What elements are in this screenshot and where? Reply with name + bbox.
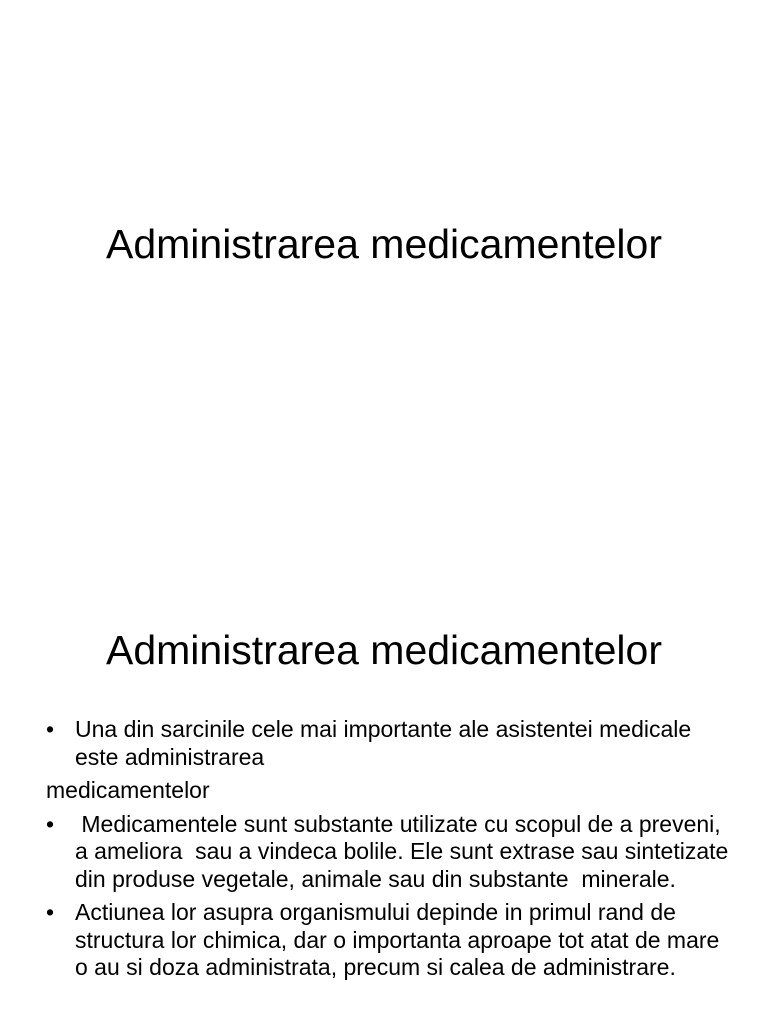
bullet-text: Una din sarcinile cele mai importante ale asistentei medicale este administrarea	[75, 716, 692, 770]
slide-content	[46, 716, 736, 988]
bullet-item	[46, 899, 736, 982]
bullet-icon: •	[46, 899, 55, 925]
bullet-text: Medicamentele sunt substante utilizate cu scopul de a preveni, a ameliora sau a vindeca bolile. Ele sunt extrase sau sintetizate din produse vegetale, animale sau din substante minerale.	[75, 810, 735, 892]
bullet-text: Actiunea lor asupra organismului depinde in primul rand de structura lor chimica, dar o importanta aproape tot atat de mare o au si doza administrata, precum si calea de administrare.	[75, 899, 720, 980]
bullet-item	[46, 811, 736, 894]
bullet-icon: •	[46, 716, 55, 742]
slide-title: Administrarea medicamentelor	[105, 221, 662, 267]
plain-text: medicamentelor	[46, 777, 210, 803]
bullet-item	[46, 716, 736, 771]
slide-title: Administrarea medicamentelor	[105, 627, 662, 673]
bullet-icon: •	[46, 810, 55, 837]
